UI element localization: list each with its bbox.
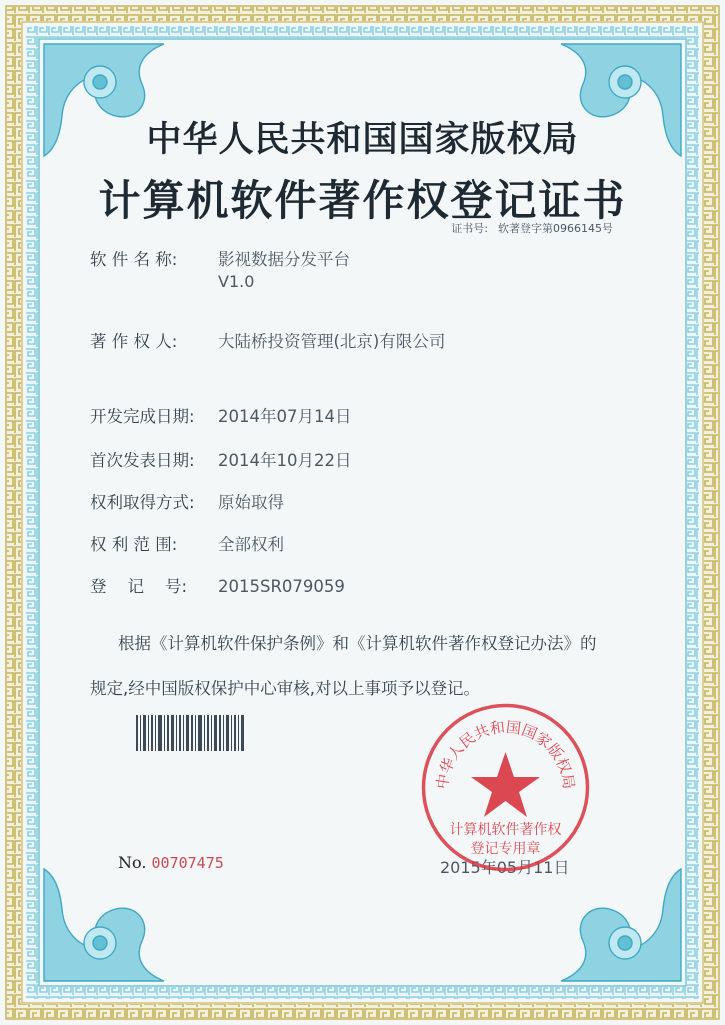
seal-inner-line-1: 计算机软件著作权 (449, 822, 562, 838)
serial-number-label: No. (118, 853, 147, 872)
acquire-value: 原始取得 (218, 493, 284, 512)
acquire-label: 权利取得方式: (90, 493, 195, 512)
owner-row (90, 328, 445, 352)
publish-date-value: 2014年10月22日 (218, 451, 352, 470)
statement-line-2: 规定,经中国版权保护中心审核,对以上事项予以登记。 (90, 679, 480, 698)
software-version: V1.0 (218, 272, 255, 291)
serial-number (118, 853, 224, 872)
serial-number-value: 00707475 (151, 854, 224, 872)
owner-value: 大陆桥投资管理(北京)有限公司 (218, 332, 446, 351)
certificate-title: 计算机软件著作权登记证书 (98, 176, 627, 225)
software-name-row (90, 246, 350, 270)
dev-date-label: 开发完成日期: (90, 407, 195, 426)
corner-ornament-icon (44, 869, 164, 981)
issue-date: 2015年05月11日 (440, 858, 570, 877)
registration-label: 登 记 号: (90, 577, 188, 596)
publish-date-row (90, 447, 351, 471)
issuer-title: 中华人民共和国国家版权局 (146, 119, 579, 160)
certificate-number-label: 证书号: (451, 222, 488, 235)
dev-date-row (90, 403, 351, 427)
certificate-number-value: 软著登字第0966145号 (498, 222, 613, 235)
corner-ornament-icon (561, 869, 681, 981)
scope-label: 权 利 范 围: (90, 535, 178, 554)
barcode-icon (136, 715, 244, 751)
certificate-number (451, 220, 613, 236)
statement-line-1: 根据《计算机软件保护条例》和《计算机软件著作权登记办法》的 (118, 634, 597, 653)
publish-date-label: 首次发表日期: (90, 451, 195, 470)
owner-label: 著 作 权 人: (90, 332, 178, 351)
acquire-row (90, 489, 284, 513)
seal-outer-text: 中华人民共和国国家版权局 (433, 718, 578, 791)
scope-value: 全部权利 (218, 535, 284, 554)
official-seal-icon (418, 700, 593, 875)
registration-row (90, 573, 345, 597)
seal-inner-line-2: 登记专用章 (470, 841, 541, 857)
scope-row (90, 531, 284, 555)
registration-value: 2015SR079059 (218, 577, 345, 596)
dev-date-value: 2014年07月14日 (218, 407, 352, 426)
software-name-label: 软 件 名 称: (90, 250, 178, 269)
software-name-value: 影视数据分发平台 (218, 250, 350, 269)
